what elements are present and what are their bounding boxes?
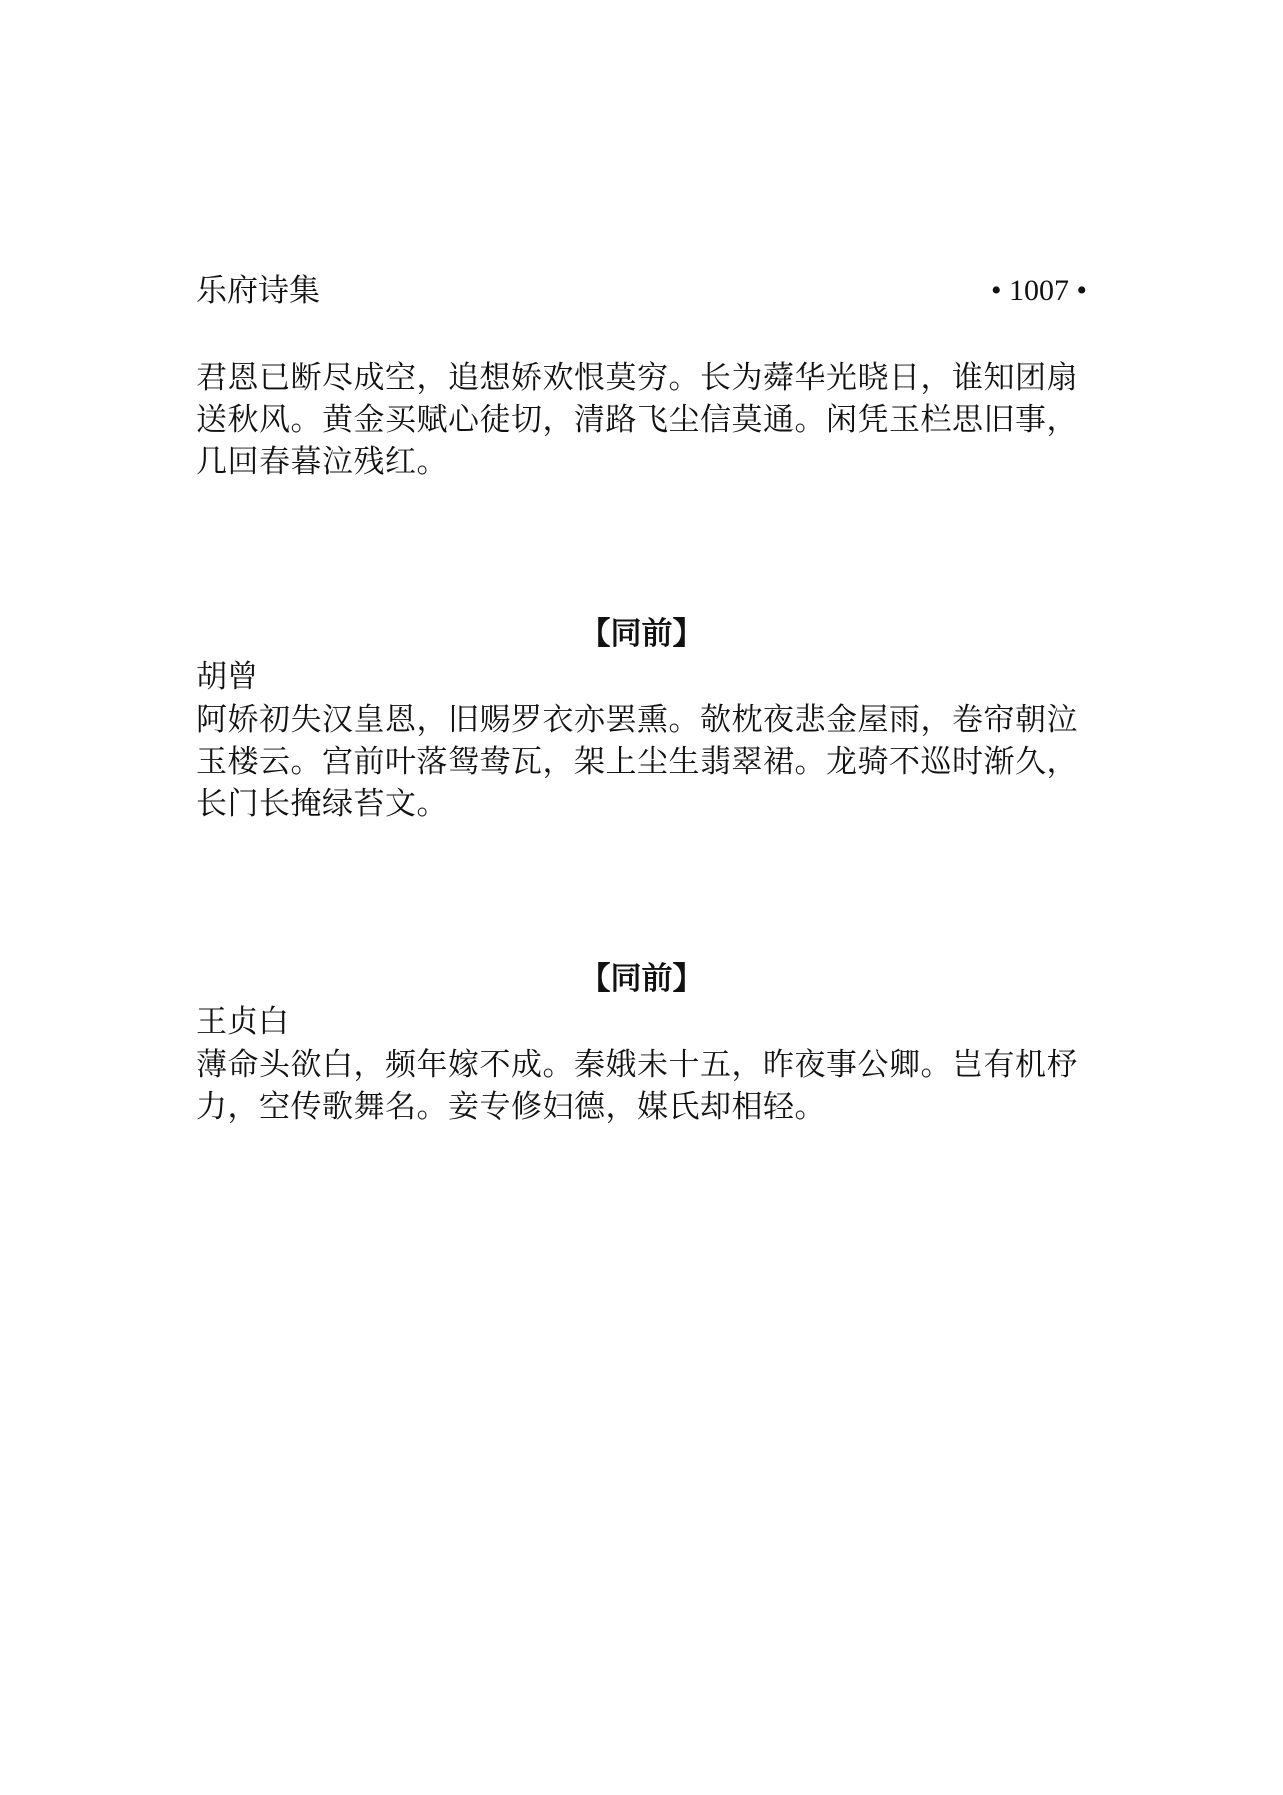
poem-text-1: 君恩已断尽成空，追想娇欢恨莫穷。长为蕣华光晓日，谁知团扇送秋风。黄金买赋心徒切，清路飞尘信莫通。闲凭玉栏思旧事，几回春暮泣残红。	[196, 360, 1078, 480]
poem-text-2: 阿娇初失汉皇恩，旧赐罗衣亦罢熏。欹枕夜悲金屋雨，卷帘朝泣玉楼云。宫前叶落鸳鸯瓦，架上尘生翡翠裙。龙骑不巡时渐久，长门长掩绿苔文。	[196, 702, 1078, 822]
page-number: • 1007 •	[990, 274, 1087, 307]
poem-text-3: 薄命头欲白，频年嫁不成。秦娥未十五，昨夜事公卿。岂有机杼力，空传歌舞名。妾专修妇德，媒氏却相轻。	[196, 1047, 1078, 1125]
author-2: 胡曾	[196, 659, 258, 695]
page-header	[196, 268, 1087, 314]
section-title-2: 【同前】	[579, 616, 704, 652]
section-title-3: 【同前】	[579, 961, 704, 997]
author-3: 王贞白	[196, 1004, 289, 1040]
book-title: 乐府诗集	[196, 273, 320, 309]
